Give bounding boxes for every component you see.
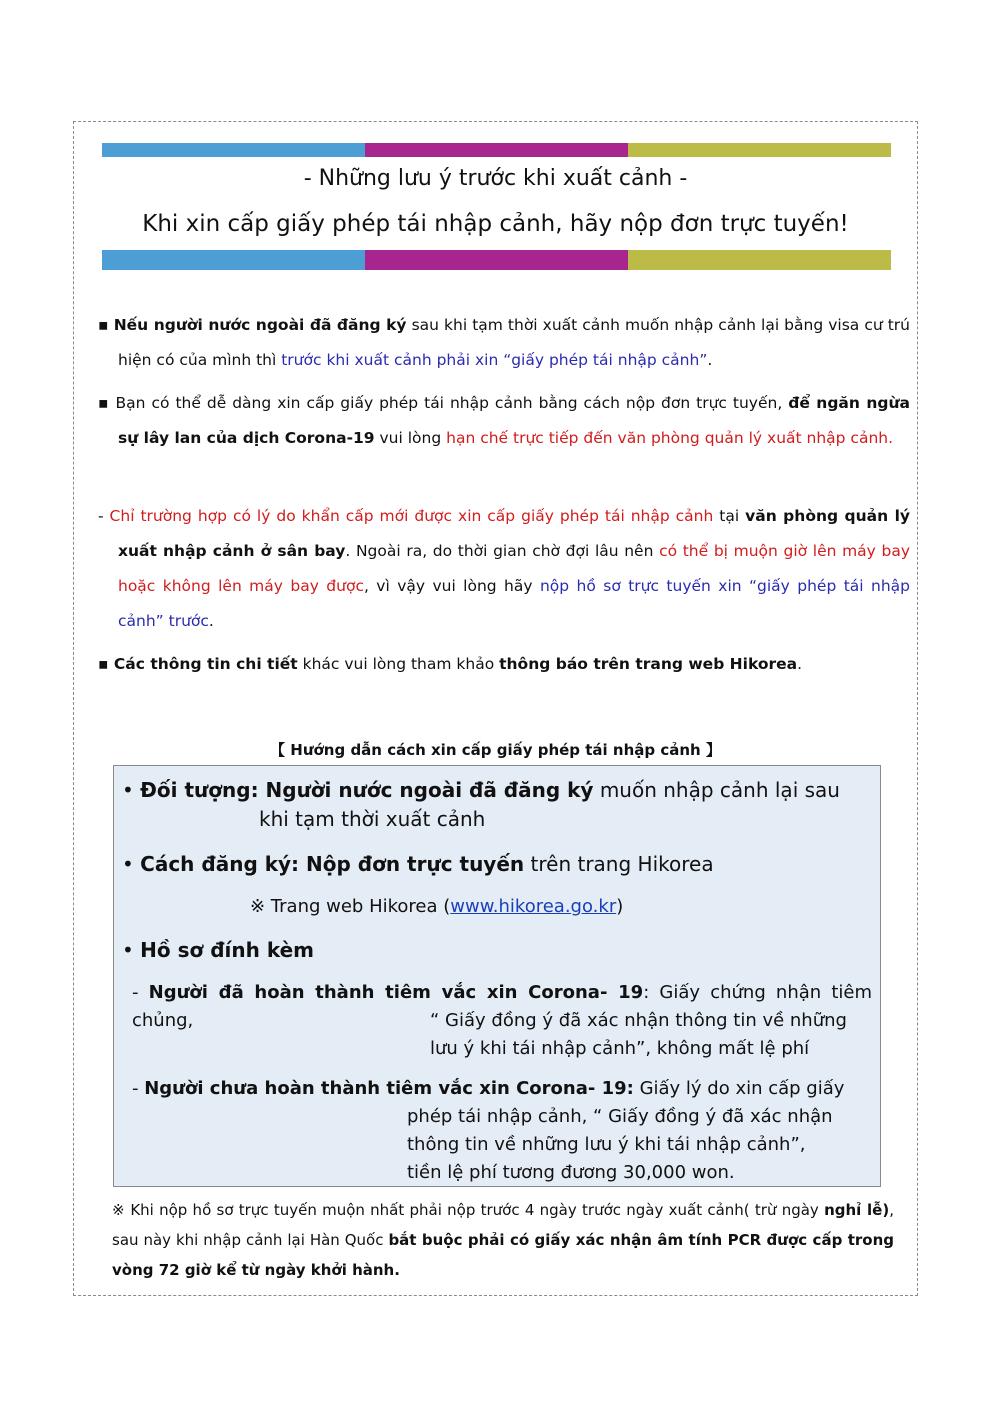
method-label: Cách đăng ký: Nộp đơn trực tuyến: [140, 852, 525, 876]
guide-method: [122, 850, 872, 879]
unvaccinated-text-line3: thông tin về những lưu ý khi tái nhập cảnh”,: [407, 1134, 806, 1155]
paragraph-airport-exception: [98, 499, 910, 639]
bold-text: Các thông tin chi tiết: [108, 655, 298, 673]
unvaccinated-text: Giấy lý do xin cấp giấy: [633, 1078, 845, 1099]
body-text: khác vui lòng tham khảo: [297, 655, 500, 673]
guide-box: [113, 765, 881, 1187]
note-mark: ※: [112, 1201, 126, 1219]
bullet-marker: •: [122, 852, 134, 876]
color-bar-bottom: [102, 250, 891, 270]
body-text: , vì vậy vui lòng hãy: [363, 577, 540, 595]
body-text: . Ngoài ra, do thời gian chờ đợi lâu nên: [345, 542, 660, 560]
vaccinated-text: : Giấy chứng nhận tiêm chủng,: [132, 982, 872, 1031]
note-bold: bắt buộc phải có giấy xác nhận âm tính PCR được cấp trong vòng 72 giờ kể từ ngày khởi hành.: [112, 1231, 894, 1279]
note-text: Khi nộp hồ sơ trực tuyến muộn nhất phải nộp trước 4 ngày trước ngày xuất cảnh( trừ ngày: [125, 1201, 825, 1219]
pcr-note: [112, 1195, 894, 1285]
body-text: .: [208, 612, 214, 630]
bar-segment-olive: [628, 143, 891, 157]
bold-text: để ngăn ngừa sự lây lan của dịch Corona-19: [118, 394, 910, 447]
body-text: tại: [713, 507, 746, 525]
notice-title: - Những lưu ý trước khi xuất cảnh -: [303, 166, 688, 191]
vaccinated-text-line2: “ Giấy đồng ý đã xác nhận thông tin về những: [430, 1010, 847, 1031]
bar-segment-olive: [628, 250, 891, 270]
note-bold: nghỉ lễ): [824, 1201, 890, 1219]
dash-marker: -: [98, 507, 104, 525]
red-highlight: có thể bị muộn giờ lên máy bay hoặc không lên máy bay được: [118, 542, 911, 595]
blue-highlight: nộp hồ sơ trực tuyến xin “giấy phép tái nhập cảnh” trước: [118, 577, 911, 630]
red-highlight: Chỉ trường hợp có lý do khẩn cấp mới được xin cấp giấy phép tái nhập cảnh: [103, 507, 714, 525]
guide-unvaccinated: [132, 1075, 872, 1103]
body-text: Bạn có thể dễ dàng xin cấp giấy phép tái nhập cảnh bằng cách nộp đơn trực tuyến,: [109, 394, 789, 412]
paragraph-registered-foreigners: [98, 308, 910, 378]
guide-target-continued: khi tạm thời xuất cảnh: [259, 807, 486, 831]
vaccinated-text-line3: lưu ý khi tái nhập cảnh”, không mất lệ phí: [430, 1038, 810, 1059]
red-highlight: hạn chế trực tiếp đến văn phòng quản lý xuất nhập cảnh.: [446, 429, 894, 447]
bar-segment-blue: [102, 143, 365, 157]
color-bar-top: [102, 143, 891, 157]
hikorea-link[interactable]: www.hikorea.go.kr: [450, 896, 617, 917]
bold-text: văn phòng quản lý xuất nhập cảnh ở sân bay: [118, 507, 910, 560]
bar-segment-blue: [102, 250, 365, 270]
bullet-marker: ▪: [98, 316, 109, 334]
guide-target: [122, 776, 872, 805]
paragraph-more-info: [98, 647, 910, 682]
notice-headline: Khi xin cấp giấy phép tái nhập cảnh, hãy nộp đơn trực tuyến!: [142, 211, 849, 237]
site-suffix: ): [616, 896, 624, 917]
body-text: sau khi tạm thời xuất cảnh muốn nhập cảnh lại bằng visa cư trú hiện có của mình thì: [118, 316, 910, 369]
body-text: .: [707, 351, 713, 369]
target-text: muốn nhập cảnh lại sau: [593, 778, 840, 802]
paragraph-online-application: [98, 386, 910, 456]
bullet-marker: ▪: [98, 394, 110, 412]
bar-segment-magenta: [365, 250, 628, 270]
unvaccinated-label: Người chưa hoàn thành tiêm vắc xin Corona- 19:: [144, 1078, 634, 1099]
bold-text: Nếu người nước ngoài đã đăng ký: [113, 316, 407, 334]
vaccinated-label: Người đã hoàn thành tiêm vắc xin Corona- 19: [148, 982, 644, 1003]
bullet-marker: ▪: [98, 655, 109, 673]
unvaccinated-text-line2: phép tái nhập cảnh, “ Giấy đồng ý đã xác nhận: [407, 1106, 833, 1127]
blue-highlight: trước khi xuất cảnh phải xin “giấy phép tái nhập cảnh”: [281, 351, 708, 369]
guide-documents: [122, 936, 314, 965]
body-text: .: [797, 655, 803, 673]
guide-title: 【 Hướng dẫn cách xin cấp giấy phép tái nhập cảnh 】: [270, 741, 721, 759]
method-text: trên trang Hikorea: [524, 852, 714, 876]
documents-label: Hồ sơ đính kèm: [140, 938, 314, 962]
target-label: Đối tượng: Người nước ngoài đã đăng ký: [140, 778, 594, 802]
guide-site: [250, 893, 623, 921]
body-text: vui lòng: [374, 429, 447, 447]
bullet-marker: •: [122, 778, 134, 802]
unvaccinated-text-line4: tiền lệ phí tương đương 30,000 won.: [407, 1162, 735, 1183]
note-text: , sau này khi nhập cảnh lại Hàn Quốc: [112, 1201, 894, 1249]
site-prefix: ※ Trang web Hikorea (: [250, 896, 451, 917]
bold-text: thông báo trên trang web Hikorea: [499, 655, 798, 673]
dash-marker: -: [132, 1078, 139, 1099]
dash-marker: -: [132, 982, 139, 1003]
bar-segment-magenta: [365, 143, 628, 157]
bullet-marker: •: [122, 938, 134, 962]
